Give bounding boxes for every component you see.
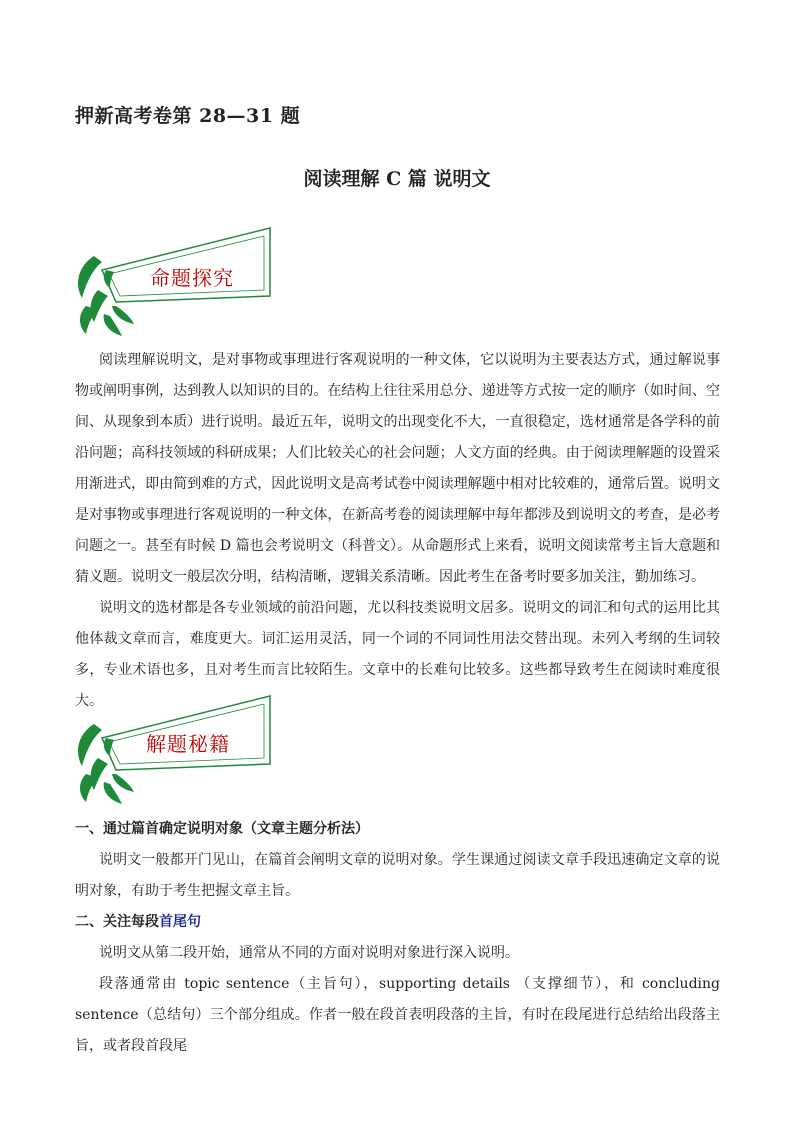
section-1-paragraph: 说明文一般都开门见山，在篇首会阐明文章的说明对象。学生课通过阅读文章手段迅速确定文章的说明对象，有助于考生把握文章主旨。 [75,852,720,899]
intro-paragraph-1: 阅读理解说明文，是对事物或事理进行客观说明的一种文体，它以说明为主要表达方式，通过解说事物或阐明事例，达到教人以知识的目的。在结构上往往采用总分、递进等方式按一定的顺序（如时间、空间、从现象到本质）进行说明。最近五年，说明文的出现变化不大，一直很稳定，选材通常是各学科的前沿问题；高科技领域的科研成果；人们比较关心的社会问题；人文方面的经典。由于阅读理解题的设置采用渐进式，即由简到难的方式，因此说明文是高考试卷中阅读理解题中相对比较难的，通常后置。说明文是对事物或事理进行客观说明的一种文体，在新高考卷的阅读理解中每年都涉及到说明文的考查，是必考问题之一。甚至有时候 D 篇也会考说明文（科普文）。从命题形式上来看，说明文阅读常考主旨大意题和猜义题。说明文一般层次分明，结构清晰，逻辑关系清晰。因此考生在备考时要多加关注，勤加练习。 [75,352,720,585]
banner-label: 命题探究 [150,266,234,290]
page-title: 押新高考卷第 28—31 题 [75,105,301,127]
section-banner-tips [72,694,277,806]
banner-label: 解题秘籍 [146,732,230,756]
intro-paragraph-2: 说明文的选材都是各专业领域的前沿问题，尤以科技类说明文居多。说明文的词汇和句式的运用比其他体裁文章而言，难度更大。词汇运用灵活，同一个词的不同词性用法交替出现。未列入考纲的生词较多，专业术语也多，且对考生而言比较陌生。文章中的长难句比较多。这些都导致考生在阅读时难度很大。 [75,600,720,709]
section-1-heading: 一、通过篇首确定说明对象（文章主题分析法） [75,821,369,837]
section-banner-proposition [72,226,277,338]
section-2-heading-prefix: 二、关注每段 [75,914,159,930]
section-2-heading-highlight: 首尾句 [159,914,201,930]
page-subtitle: 阅读理解 C 篇 说明文 [303,168,491,190]
section-2-paragraph-2: 段落通常由 topic sentence（主旨句），supporting details （支撑细节），和 concluding sentence（总结句）三个部分组成。作者一般在段首表明段落的主旨，有时在段尾进行总结给出段落主旨，或者段首段尾 [75,976,720,1054]
leaf-decoration-icon [72,694,142,806]
leaf-decoration-icon [72,226,142,338]
section-2-heading [75,907,201,938]
section-2-paragraph-1: 说明文从第二段开始，通常从不同的方面对说明对象进行深入说明。 [99,945,519,961]
